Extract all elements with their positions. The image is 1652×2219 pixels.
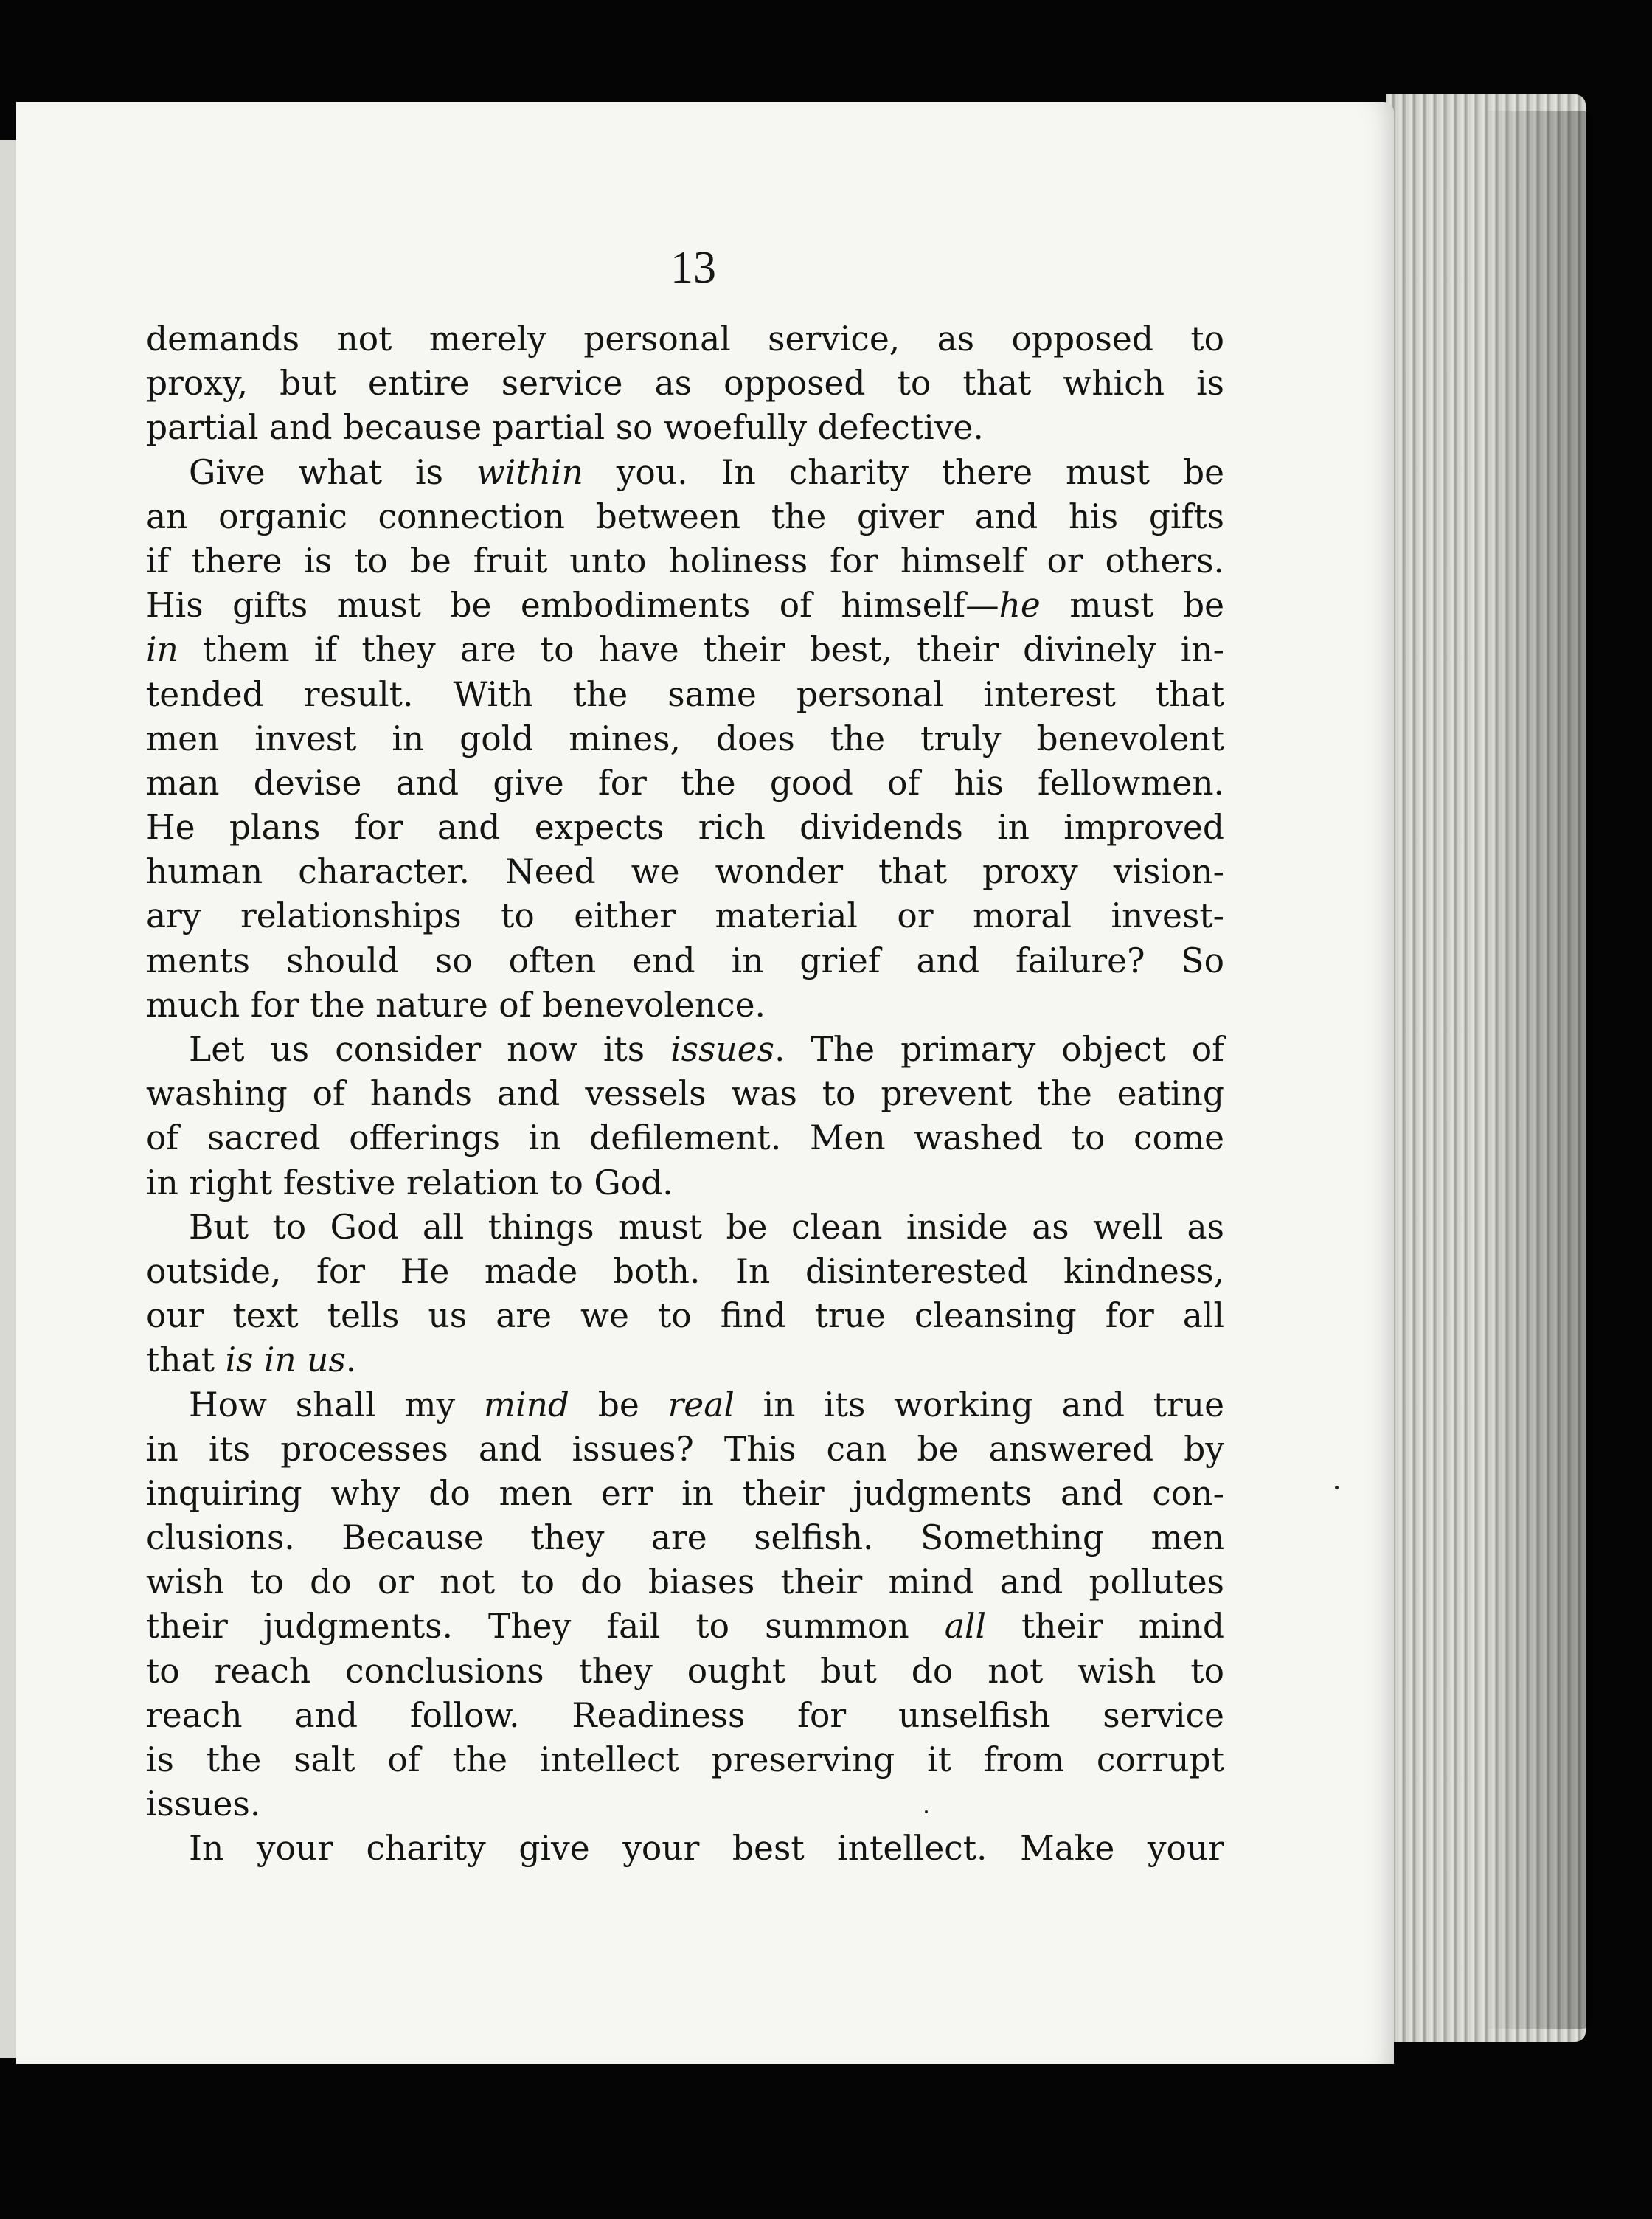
text-line: in right festive relation to God. bbox=[146, 1163, 673, 1202]
paper-speck bbox=[1335, 1486, 1339, 1489]
text-line: an organic connection between the giver and his gifts bbox=[146, 496, 1224, 536]
text-line: Let us consider now its issues. The primary object of bbox=[189, 1030, 1224, 1069]
text-line: How shall my mind be real in its working and true bbox=[189, 1385, 1224, 1424]
text-line: is the salt of the intellect preserving it from corrupt bbox=[146, 1740, 1224, 1779]
text-line: inquiring why do men err in their judgments and con- bbox=[146, 1473, 1224, 1513]
text-line: clusions. Because they are selfish. Something men bbox=[146, 1518, 1224, 1558]
text-line: Give what is within you. In charity there must be bbox=[189, 452, 1224, 492]
page-number: 13 bbox=[670, 243, 716, 293]
text-line: But to God all things must be clean inside as well as bbox=[189, 1207, 1224, 1247]
text-line: in them if they are to have their best, their divinely in- bbox=[146, 630, 1224, 670]
text-line: partial and because partial so woefully defective. bbox=[146, 408, 984, 448]
text-line: to reach conclusions they ought but do not wish to bbox=[146, 1651, 1224, 1691]
page-edges-shadow bbox=[1482, 111, 1593, 2029]
text-line: washing of hands and vessels was to prevent the eating bbox=[146, 1074, 1224, 1114]
text-line: of sacred offerings in defilement. Men washed to come bbox=[146, 1118, 1224, 1158]
text-line: tended result. With the same personal interest that bbox=[146, 674, 1224, 714]
text-line: proxy, but entire service as opposed to that which is bbox=[146, 364, 1224, 404]
text-line: issues. bbox=[146, 1784, 261, 1824]
text-line: human character. Need we wonder that proxy vision- bbox=[146, 852, 1224, 892]
body-text bbox=[146, 317, 1224, 1872]
text-line: in its processes and issues? This can be answered by bbox=[146, 1429, 1224, 1469]
book-page bbox=[16, 102, 1394, 2064]
paper-speck bbox=[925, 1810, 928, 1813]
text-line: man devise and give for the good of his fellowmen. bbox=[146, 763, 1224, 803]
facing-page-edge bbox=[0, 140, 16, 2058]
text-line: their judgments. They fail to summon all their mind bbox=[146, 1607, 1224, 1647]
text-line: that is in us. bbox=[146, 1340, 357, 1380]
text-line: ments should so often end in grief and failure? So bbox=[146, 941, 1224, 980]
text-line: outside, for He made both. In disinterested kindness, bbox=[146, 1251, 1224, 1291]
text-line: much for the nature of benevolence. bbox=[146, 985, 766, 1025]
text-line: In your charity give your best intellect. Make your bbox=[189, 1829, 1224, 1869]
text-line: He plans for and expects rich dividends in improved bbox=[146, 808, 1224, 848]
text-line: our text tells us are we to find true cleansing for all bbox=[146, 1296, 1224, 1336]
text-line: men invest in gold mines, does the truly benevolent bbox=[146, 719, 1224, 758]
text-line: reach and follow. Readiness for unselfish service bbox=[146, 1695, 1224, 1735]
text-line: His gifts must be embodiments of himself—he must be bbox=[146, 586, 1224, 626]
text-line: if there is to be fruit unto holiness for himself or others. bbox=[146, 541, 1224, 581]
text-line: ary relationships to either material or moral invest- bbox=[146, 896, 1224, 936]
text-line: demands not merely personal service, as opposed to bbox=[146, 319, 1224, 359]
text-line: wish to do or not to do biases their mind and pollutes bbox=[146, 1562, 1224, 1602]
